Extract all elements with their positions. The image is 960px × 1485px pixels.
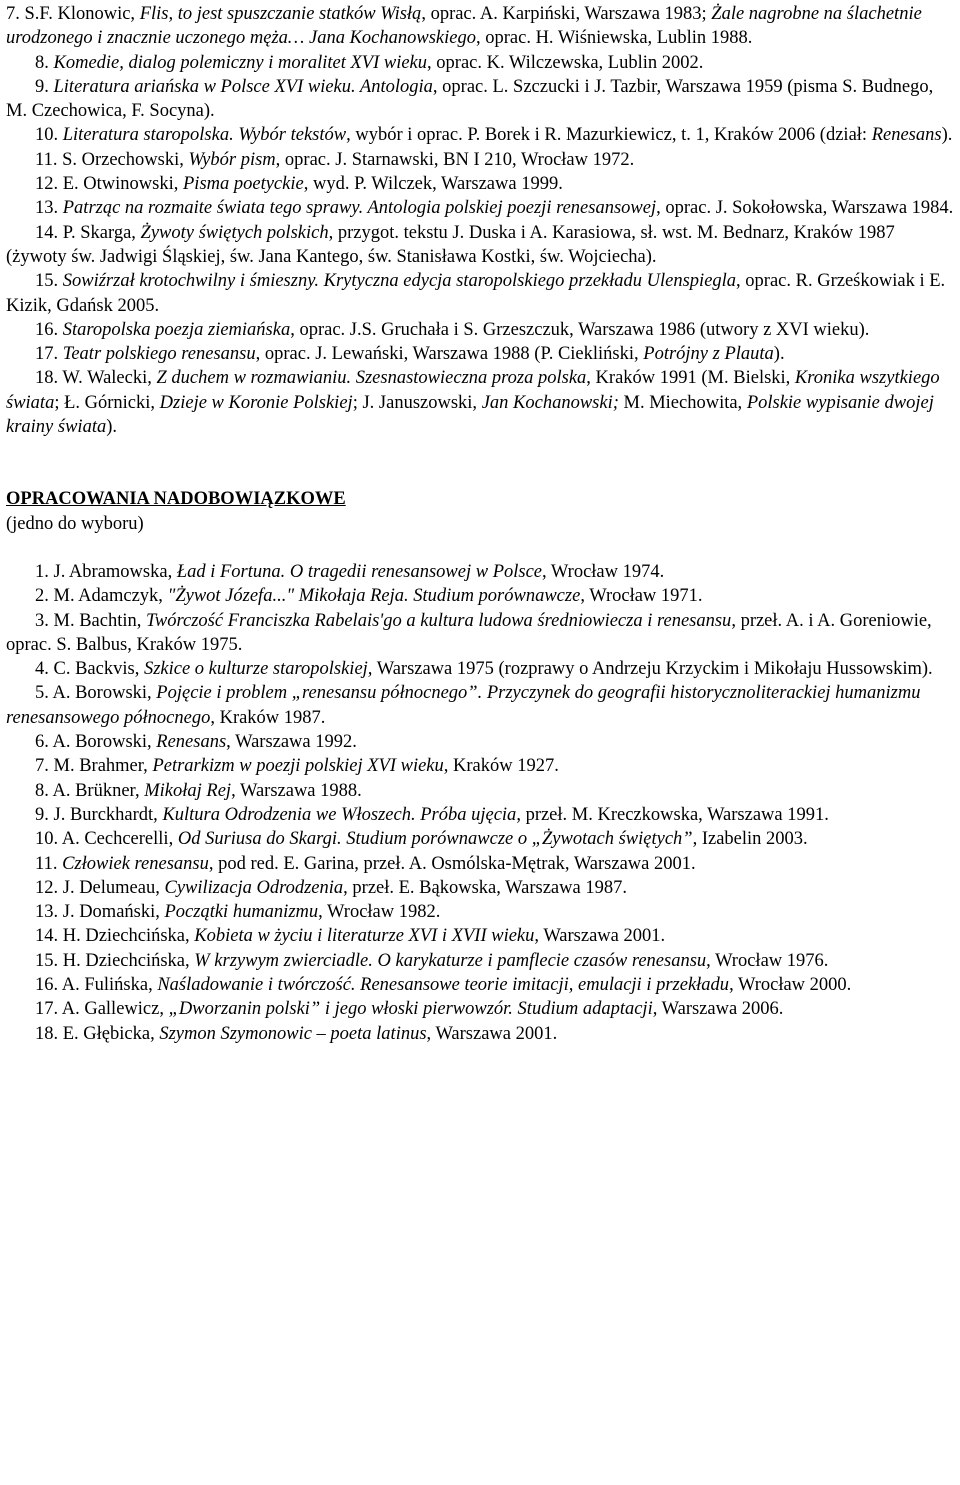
entry-title-text: Patrząc na rozmaite świata tego sprawy. Antologia polskiej poezji renesansowej xyxy=(62,198,657,219)
entry-text: , Kraków 1927. xyxy=(443,756,559,777)
entry-text: 10. A. Cechcerelli, xyxy=(35,829,178,850)
entry-text: , oprac. J.S. Gruchała i S. Grzeszczuk, Warszawa 1986 (utwory z XVI wieku). xyxy=(290,319,870,340)
bibliography-entry xyxy=(6,2,956,51)
entry-title-text: Flis, to jest spuszczanie statków Wisłą xyxy=(139,4,422,24)
entry-text: 16. A. Fulińska, xyxy=(35,974,158,995)
entry-title-text: Potrójny z Plauta xyxy=(643,344,774,365)
bibliography-entry xyxy=(6,681,956,730)
entry-text: 15. xyxy=(35,271,63,292)
entry-title-text: Żale nagrobne na ślachetnie urodzonego i znacznie uczonego męża… Jana Kochanowskiego xyxy=(6,4,922,49)
bibliography-entry xyxy=(6,560,956,584)
entry-title-text: Petrarkizm w poezji polskiej XVI wieku xyxy=(152,756,444,777)
entry-text: 3. M. Bachtin, xyxy=(35,610,146,631)
bibliography-entry xyxy=(6,1022,956,1046)
bibliography-entry xyxy=(6,852,956,876)
optional-studies-header xyxy=(6,487,956,536)
bibliography-entry xyxy=(6,342,956,366)
entry-text: , oprac. J. Starnawski, BN I 210, Wrocław 1972. xyxy=(275,149,635,170)
entry-title-text: Literatura ariańska w Polsce XVI wieku. Antologia xyxy=(53,76,433,97)
entry-text: 15. H. Dziechcińska, xyxy=(35,950,195,971)
entry-title-text: Pisma poetyckie xyxy=(183,174,304,195)
entry-text: ). xyxy=(941,125,953,146)
entry-text: 4. C. Backvis, xyxy=(35,659,144,680)
entry-title-text: „Dworzanin polski” i jego włoski pierwowzór. Studium adaptacji xyxy=(168,999,653,1020)
bibliography-entry xyxy=(6,779,956,803)
entry-text: 11. xyxy=(35,853,63,874)
entry-title-text: Sowiźrzał krotochwilny i śmieszny. Krytyczna edycja staropolskiego przekładu Ulenspiegla xyxy=(62,271,737,292)
entry-title-text: Naśladowanie i twórczość. Renesansowe teorie imitacji, emulacji i przekładu xyxy=(157,974,730,995)
entry-text: ). xyxy=(106,417,118,438)
entry-text: , Izabelin 2003. xyxy=(692,829,808,850)
entry-title-text: Renesans xyxy=(871,125,942,146)
entry-text: , Warszawa 1988. xyxy=(231,780,362,801)
entry-text: 14. P. Skarga, xyxy=(35,222,141,243)
entry-text: , przeł. M. Kreczkowska, Warszawa 1991. xyxy=(516,804,829,825)
entry-text: 9. J. Burckhardt, xyxy=(35,804,163,825)
entry-title-text: Twórczość Franciszka Rabelais'go a kultura ludowa średniowiecza i renesansu xyxy=(146,610,732,631)
bibliography-entry xyxy=(6,172,956,196)
entry-text: ; J. Januszowski, xyxy=(352,392,482,413)
entry-text: , Wrocław 1974. xyxy=(542,561,665,582)
entry-text: 11. S. Orzechowski, xyxy=(35,149,189,170)
entry-text: , Wrocław 1982. xyxy=(318,902,441,923)
entry-text: 9. xyxy=(35,76,54,97)
entry-title-text: Kronika wszytkiego świata xyxy=(6,368,940,413)
bibliography-entry xyxy=(6,657,956,681)
entry-text: , przygot. tekstu J. Duska i A. Karasiowa, sł. wst. M. Bednarz, Kraków 1987 (żywoty św. Jadwigi Śląskiej, św. Jana Kantego, św. Stanisława Kostki, św. Wojciecha). xyxy=(6,222,895,267)
entry-text: , oprac. K. Wilczewska, Lublin 2002. xyxy=(427,52,704,73)
entry-text: 1. J. Abramowska, xyxy=(35,561,177,582)
entry-title-text: Z duchem w rozmawianiu. Szesnastowieczna proza polska xyxy=(156,368,587,389)
bibliography-entry xyxy=(6,924,956,948)
entry-title-text: Od Suriusa do Skargi. Studium porównawcze o „Żywotach świętych” xyxy=(177,829,693,850)
primary-sources-list xyxy=(6,2,956,439)
entry-title-text: Kobieta w życiu i literaturze XVI i XVII wieku xyxy=(194,926,535,947)
entry-text: , oprac. H. Wiśniewska, Lublin 1988. xyxy=(475,28,753,49)
entry-text: , oprac. R. Grześkowiak i E. Kizik, Gdańsk 2005. xyxy=(6,271,946,316)
bibliography-entry xyxy=(6,269,956,318)
section-heading: OPRACOWANIA NADOBOWIĄZKOWE xyxy=(6,489,346,510)
entry-text: , wyd. P. Wilczek, Warszawa 1999. xyxy=(303,174,563,195)
entry-title-text: Literatura staropolska. Wybór tekstów xyxy=(62,125,347,146)
entry-text: 16. xyxy=(35,319,63,340)
entry-title-text: Szymon Szymonowic – poeta latinus xyxy=(159,1023,427,1044)
entry-text: 8. xyxy=(35,52,54,73)
entry-title-text: Renesans xyxy=(156,732,227,753)
entry-text: , Wrocław 2000. xyxy=(729,974,852,995)
bibliography-entry xyxy=(6,123,956,147)
bibliography-entry xyxy=(6,75,956,124)
entry-text: M. Miechowita, xyxy=(618,392,747,413)
bibliography-entry xyxy=(6,221,956,270)
entry-title-text: Szkice o kulturze staropolskiej, xyxy=(143,659,373,680)
section-subheading: (jedno do wyboru) xyxy=(6,513,144,534)
entry-text: ; Ł. Górnicki, xyxy=(54,392,160,413)
entry-title-text: Polskie wypisanie dwojej krainy świata xyxy=(6,392,934,438)
bibliography-entry xyxy=(6,803,956,827)
bibliography-entry xyxy=(6,876,956,900)
optional-studies-list xyxy=(6,560,956,1046)
bibliography-entry xyxy=(6,973,956,997)
entry-text: , Warszawa 1992. xyxy=(226,732,357,753)
entry-text: , Warszawa 2001. xyxy=(534,926,666,947)
entry-text: 12. J. Delumeau, xyxy=(35,877,165,898)
entry-text: 18. W. Walecki, xyxy=(35,368,157,389)
entry-text: 18. E. Głębicka, xyxy=(35,1023,160,1044)
bibliography-entry xyxy=(6,730,956,754)
entry-title-text: Komedie, dialog polemiczny i moralitet XVI wieku xyxy=(53,52,428,73)
entry-title-text: Jan Kochanowski; xyxy=(481,392,619,413)
bibliography-entry xyxy=(6,900,956,924)
entry-text: 2. M. Adamczyk, xyxy=(35,586,168,607)
entry-text: 17. A. Gallewicz, xyxy=(35,999,169,1020)
bibliography-entry xyxy=(6,754,956,778)
entry-text: , pod red. E. Garina, przeł. A. Osmólska-Mętrak, Warszawa 2001. xyxy=(208,853,696,874)
bibliography-entry xyxy=(6,51,956,75)
entry-text: , Warszawa 2006. xyxy=(652,999,784,1020)
entry-text: Warszawa 1975 (rozprawy o Andrzeju Krzyckim i Mikołaju Hussowskim). xyxy=(372,659,933,680)
entry-title-text: Kultura Odrodzenia we Włoszech. Próba ujęcia xyxy=(162,804,517,825)
entry-title-text: Dzieje w Koronie Polskiej xyxy=(159,392,353,413)
bibliography-entry xyxy=(6,827,956,851)
entry-text: 13. xyxy=(35,198,63,219)
entry-title-text: Staropolska poezja ziemiańska xyxy=(62,319,291,340)
entry-text: 12. E. Otwinowski, xyxy=(35,174,183,195)
entry-title-text: "Żywot Józefa..." Mikołaja Reja. Studium porównawcze xyxy=(167,586,581,607)
bibliography-entry xyxy=(6,148,956,172)
entry-text: , oprac. J. Sokołowska, Warszawa 1984. xyxy=(656,198,954,219)
entry-text: 6. A. Borowski, xyxy=(35,732,157,753)
entry-text: 10. xyxy=(35,125,63,146)
entry-text: , wybór i oprac. P. Borek i R. Mazurkiewicz, t. 1, Kraków 2006 (dział: xyxy=(346,125,872,146)
bibliography-entry xyxy=(6,366,956,439)
entry-title-text: Początki humanizmu xyxy=(164,902,319,923)
entry-text: ). xyxy=(773,344,785,365)
entry-text: , Warszawa 2001. xyxy=(426,1023,558,1044)
bibliography-entry xyxy=(6,609,956,658)
entry-title-text: Mikołaj Rej xyxy=(144,780,232,801)
entry-text: 14. H. Dziechcińska, xyxy=(35,926,195,947)
bibliography-entry xyxy=(6,584,956,608)
entry-text: 13. J. Domański, xyxy=(35,902,165,923)
entry-title-text: Żywoty świętych polskich xyxy=(140,222,329,243)
entry-text: , oprac. A. Karpiński, Warszawa 1983; xyxy=(421,4,712,24)
entry-title-text: Cywilizacja Odrodzenia xyxy=(164,877,344,898)
entry-title-text: Teatr polskiego renesansu xyxy=(62,344,256,365)
bibliography-entry xyxy=(6,318,956,342)
bibliography-entry xyxy=(6,949,956,973)
entry-text: , przeł. E. Bąkowska, Warszawa 1987. xyxy=(343,877,627,898)
bibliography-entry xyxy=(6,997,956,1021)
entry-text: , Kraków 1987. xyxy=(210,707,326,728)
entry-text: , przeł. A. i A. Goreniowie, oprac. S. Balbus, Kraków 1975. xyxy=(6,610,932,655)
entry-text: 7. M. Brahmer, xyxy=(35,756,153,777)
entry-text: , Wrocław 1976. xyxy=(706,950,829,971)
entry-text: , oprac. J. Lewański, Warszawa 1988 (P. Ciekliński, xyxy=(255,344,644,365)
bibliography-entry xyxy=(6,196,956,220)
entry-title-text: Wybór pism xyxy=(188,149,276,170)
document-page xyxy=(6,2,956,1046)
entry-title-text: Człowiek renesansu xyxy=(62,853,209,874)
entry-text: 7. S.F. Klonowic, xyxy=(6,4,140,24)
entry-text: 17. xyxy=(35,344,63,365)
entry-title-text: W krzywym zwierciadle. O karykaturze i pamflecie czasów renesansu xyxy=(194,950,707,971)
entry-text: 8. A. Brükner, xyxy=(35,780,145,801)
entry-text: 5. A. Borowski, xyxy=(35,683,157,704)
entry-text: , Wrocław 1971. xyxy=(580,586,703,607)
entry-text: , Kraków 1991 (M. Bielski, xyxy=(586,368,795,389)
entry-title-text: Ład i Fortuna. O tragedii renesansowej w Polsce xyxy=(176,561,543,582)
entry-text: , oprac. L. Szczucki i J. Tazbir, Warszawa 1959 (pisma S. Budnego, M. Czechowica, F. Socyna). xyxy=(6,76,934,122)
entry-title-text: Pojęcie i problem „renesansu północnego”. Przyczynek do geografii historycznoliterackiej humanizmu renesansowego północnego xyxy=(6,683,921,728)
